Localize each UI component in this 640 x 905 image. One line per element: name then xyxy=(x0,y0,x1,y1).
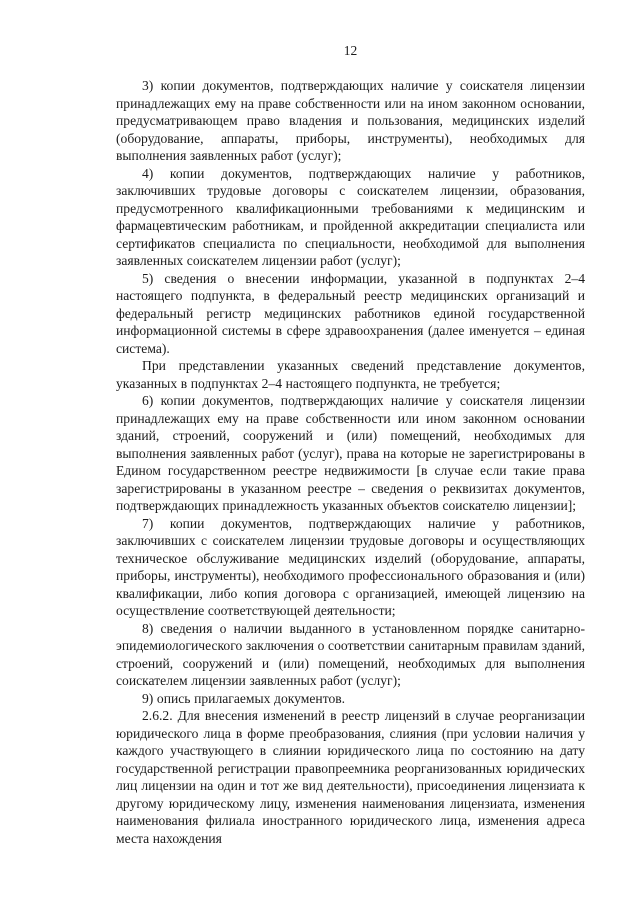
document-body xyxy=(116,77,585,847)
paragraph-item-4: 4) копии документов, подтверждающих наличие у работников, заключивших трудовые договоры с соискателем лицензии, образования, предусмотренного квалификационными требованиями к медицинским и фармацевтическим работникам, и пройденной аккредитации специалиста или сертификатов специалиста по специальности, необходимой для выполнения заявленных соискателем лицензии работ (услуг); xyxy=(116,165,585,268)
page-number: 12 xyxy=(343,43,358,58)
paragraph-item-7: 7) копии документов, подтверждающих наличие у работников, заключивших с соискателем лицензии трудовые договоры и осуществляющих техническое обслуживание медицинских изделий (оборудование, аппараты, приборы, инструменты), необходимого профессионального образования и (или) квалификации, либо копия договора с организацией, имеющей лицензию на осуществление соответствующей деятельности; xyxy=(116,515,585,618)
paragraph-item-6: 6) копии документов, подтверждающих наличие у соискателя лицензии принадлежащих ему на праве собственности или ином законном основании зданий, строений, сооружений и (или) помещений, необходимых для выполнения заявленных работ (услуг), права на которые не зарегистрированы в Едином государственном реестре недвижимости [в случае если такие права зарегистрированы в указанном реестре – сведения о реквизитах документов, подтверждающих принадлежность указанных объектов соискателю лицензии]; xyxy=(116,393,585,513)
paragraph-item-3: 3) копии документов, подтверждающих наличие у соискателя лицензии принадлежащих ему на праве собственности или на ином законном основании, предусматривающем право владения и пользования, медицинских изделий (оборудование, аппараты, приборы, инструменты), необходимых для выполнения заявленных работ (услуг); xyxy=(116,78,585,163)
paragraph-item-9: 9) опись прилагаемых документов. xyxy=(142,690,346,706)
paragraph-item-5: 5) сведения о внесении информации, указанной в подпунктах 2–4 настоящего подпункта, в федеральный реестр медицинских организаций и федеральный регистр медицинских работников единой государственной информационной системы в сфере здравоохранения (далее именуется – единая система). xyxy=(116,270,585,356)
paragraph-section-2-6-2: 2.6.2. Для внесения изменений в реестр лицензий в случае реорганизации юридического лица в форме преобразования, слияния (при условии наличия у каждого участвующего в слиянии юридического лица по состоянию на дату государственной регистрации правопреемника реорганизованных юридических лиц лицензии на один и тот же вид деятельности), присоединения лицензиата к другому юридическому лицу, изменения наименования лицензиата, изменения наименования филиала иностранного юридического лица, изменения адреса места нахождения xyxy=(116,708,585,846)
paragraph-item-8: 8) сведения о наличии выданного в установленном порядке санитарно-эпидемиологического заключения о соответствии санитарным правилам зданий, строений, сооружений и (или) помещений, необходимых для выполнения соискателем лицензии заявленных работ (услуг); xyxy=(116,620,585,688)
paragraph-note: При представлении указанных сведений представление документов, указанных в подпунктах 2–4 настоящего подпункта, не требуется; xyxy=(116,358,585,391)
